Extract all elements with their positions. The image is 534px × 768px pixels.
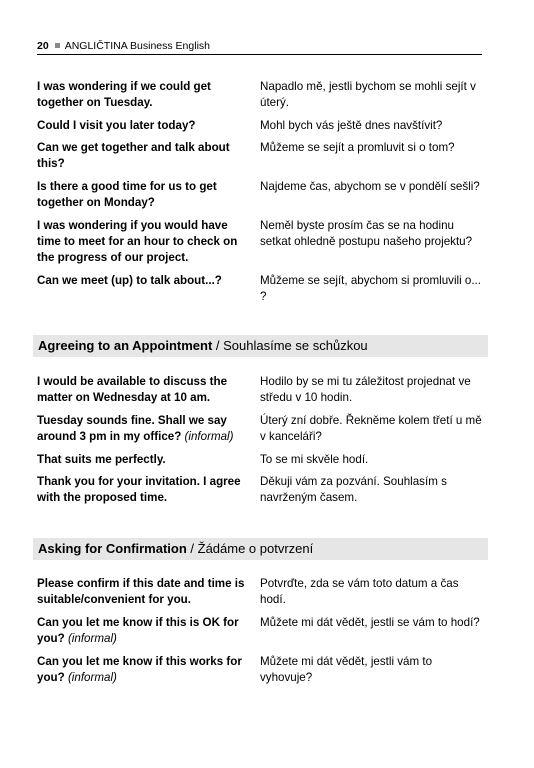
phrase-list-confirmation [37,576,482,693]
phrase-text: Can you let me know if this works for you? [37,655,242,684]
czech-translation: Mohl bych vás ještě dnes navštívit? [260,119,443,132]
list-item [37,179,482,218]
czech-translation: Můžete mi dát vědět, jestli vám to vyhovuje? [260,655,433,684]
list-item [37,218,482,273]
list-item [37,118,482,140]
register-note: (informal) [67,632,117,645]
page-number: 20 [37,40,49,52]
phrase-list-requesting-meeting [37,79,482,309]
czech-translation: Hodilo by se mi tu záležitost projednat ve středu v 10 hodin. [260,375,471,404]
list-item [37,654,482,693]
phrase-text: Tuesday sounds fine. Shall we say around 3 pm in my office? [37,414,227,443]
section-title-separator: / [212,338,224,353]
phrase-text: Can you let me know if this is OK for you? [37,616,239,645]
section-title-czech: Souhlasíme se schůzkou [223,338,368,353]
english-phrase: I was wondering if you would have time to meet for an hour to check on the progress of our project. [37,219,238,264]
english-phrase: Can we meet (up) to talk about...? [37,274,222,287]
czech-translation: Potvrďte, zda se vám toto datum a čas hodí. [260,577,459,606]
section-title-english: Agreeing to an Appointment [38,338,213,353]
english-phrase [37,413,252,445]
square-bullet-icon [55,43,60,48]
english-phrase: Is there a good time for us to get together on Monday? [37,180,217,209]
english-phrase [37,654,252,686]
page-header [37,38,482,55]
register-note: (informal) [184,430,234,443]
english-phrase: Please confirm if this date and time is suitable/convenient for you. [37,577,245,606]
section-title-english: Asking for Confirmation [38,541,187,556]
list-item [37,615,482,654]
english-phrase [37,615,252,647]
list-item [37,79,482,118]
czech-translation: Můžeme se sejít a promluvit si o tom? [260,141,455,154]
list-item [37,474,482,510]
czech-translation: To se mi skvěle hodí. [260,453,369,466]
english-phrase: Can we get together and talk about this? [37,141,230,170]
list-item [37,576,482,615]
czech-translation: Můžete mi dát vědět, jestli se vám to hodí? [260,616,480,629]
list-item [37,273,482,309]
section-heading-agreeing [33,335,488,357]
czech-translation: Úterý zní dobře. Řekněme kolem třetí u mě v kanceláři? [260,414,482,443]
english-phrase: Thank you for your invitation. I agree with the proposed time. [37,475,241,504]
section-title-separator: / [186,541,198,556]
list-item [37,374,482,413]
section-title-czech: Žádáme o potvrzení [197,541,314,556]
english-phrase: Could I visit you later today? [37,119,196,132]
list-item [37,140,482,179]
english-phrase: I would be available to discuss the matter on Wednesday at 10 am. [37,375,228,404]
phrase-list-agreeing [37,374,482,510]
czech-translation: Napadlo mě, jestli bychom se mohli sejít v úterý. [260,80,476,109]
czech-translation: Děkuji vám za pozvání. Souhlasím s navrženým časem. [260,475,447,504]
list-item [37,413,482,452]
register-note: (informal) [67,671,117,684]
section-heading-confirmation [33,538,488,560]
czech-translation: Najdeme čas, abychom se v pondělí sešli? [260,180,480,193]
czech-translation: Můžeme se sejít, abychom si promluvili o... ? [260,274,482,303]
english-phrase: I was wondering if we could get together on Tuesday. [37,80,211,109]
list-item [37,452,482,474]
czech-translation: Neměl byste prosím čas se na hodinu setkat ohledně postupu našeho projektu? [260,219,473,248]
english-phrase: That suits me perfectly. [37,453,166,466]
book-title: ANGLIČTINA Business English [64,40,210,52]
